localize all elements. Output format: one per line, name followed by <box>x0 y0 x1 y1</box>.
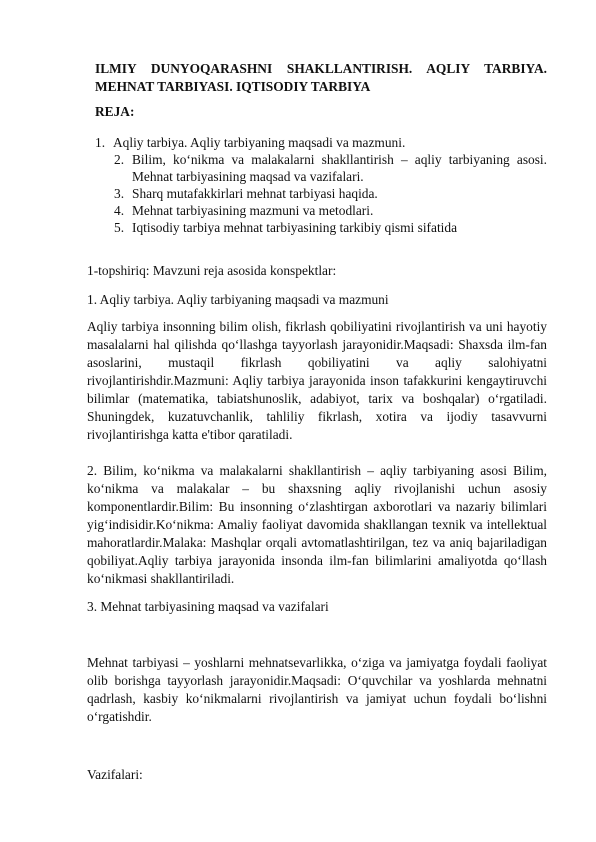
document-title <box>95 60 547 96</box>
plan-item-number: 5. <box>114 220 125 235</box>
plan-item <box>95 185 547 202</box>
plan-item-text: Bilim, ko‘nikma va malakalarni shakllantirish – aqliy tarbiyaning asosi. Mehnat tarbiyasining maqsad va vazifalari. <box>132 152 547 184</box>
plan-item <box>95 219 547 236</box>
plan-item-number: 2. <box>114 152 125 167</box>
plan-item <box>95 202 547 219</box>
section-3-body: Mehnat tarbiyasi – yoshlarni mehnatsevarlikka, o‘ziga va jamiyatga foydali faoliyat olib borishga tayyorlash jarayonidir.Maqsadi: O‘quvchilar va yoshlarda mehnatni qadrlash, kasbiy ko‘nikmalarni rivojlantirish va jamiyat uchun foydali bo‘lishni o‘rgatishdir. <box>87 655 547 724</box>
plan-item <box>95 134 547 151</box>
section-2-body: 2. Bilim, ko‘nikma va malakalarni shakllantirish – aqliy tarbiyaning asosi Bilim, ko‘nikma va malakalar – bu shaxsning aqliy rivojlanishi uchun asosiy komponentlardir.Bilim: Bu insonning o‘zlashtirgan axborotlari va nazariy bilimlari yig‘indisidir.Ko‘nikma: Amaliy faoliyat davomida shakllangan texnik va intellektual mahoratlardir.Malaka: Mashqlar orqali avtomatlashtirilgan, tez va aniq bajariladigan qobiliyat.Aqliy tarbiya jarayonida insonda ilm-fan bilimlarini amaliyotda qo‘llash ko‘nikmasi shakllantiriladi. <box>87 463 547 586</box>
plan-item-text: Mehnat tarbiyasining mazmuni va metodlari. <box>132 203 374 218</box>
plan-item-number: 3. <box>114 186 125 201</box>
title-line-2: MEHNAT TARBIYASI. IQTISODIY TARBIYA <box>95 79 371 94</box>
section-3-heading: 3. Mehnat tarbiyasining maqsad va vazifalari <box>87 599 329 614</box>
title-line-1: ILMIY DUNYOQARASHNI SHAKLLANTIRISH. AQLIY TARBIYA. <box>95 61 547 76</box>
task-line: 1-topshiriq: Mavzuni reja asosida konspektlar: <box>87 263 337 278</box>
plan-item-number: 4. <box>114 203 125 218</box>
section-1-heading: 1. Aqliy tarbiya. Aqliy tarbiyaning maqsadi va mazmuni <box>87 292 389 307</box>
tasks-label: Vazifalari: <box>87 767 143 782</box>
plan-item-text: Sharq mutafakkirlari mehnat tarbiyasi haqida. <box>132 186 378 201</box>
plan-item-number: 1. <box>95 135 106 150</box>
plan-heading: REJA: <box>95 104 135 119</box>
plan-item-text: Iqtisodiy tarbiya mehnat tarbiyasining tarkibiy qismi sifatida <box>132 220 458 235</box>
section-1-body: Aqliy tarbiya insonning bilim olish, fikrlash qobiliyatini rivojlantirish va uni hayotiy masalalarni hal qilishda qo‘llashga tayyorlash jarayonidir.Maqsadi: Shaxsda ilm-fan asoslarini, mustaqil fikrlash qobiliyatini va aqliy salohiyatni rivojlantirishdir.Mazmuni: Aqliy tarbiya jarayonida inson tafakkurini kengaytiruvchi bilimlar (matematika, tabiatshunoslik, adabiyot, tarix va boshqalar) o‘rgatiladi. Shuningdek, kuzatuvchanlik, tahliliy fikrlash, xotira va ijodiy tasavvurni rivojlantirishga katta e'tibor qaratiladi. <box>87 319 547 442</box>
plan-item-text: Aqliy tarbiya. Aqliy tarbiyaning maqsadi va mazmuni. <box>113 135 406 150</box>
plan-item <box>95 151 547 185</box>
plan-list <box>95 134 547 236</box>
